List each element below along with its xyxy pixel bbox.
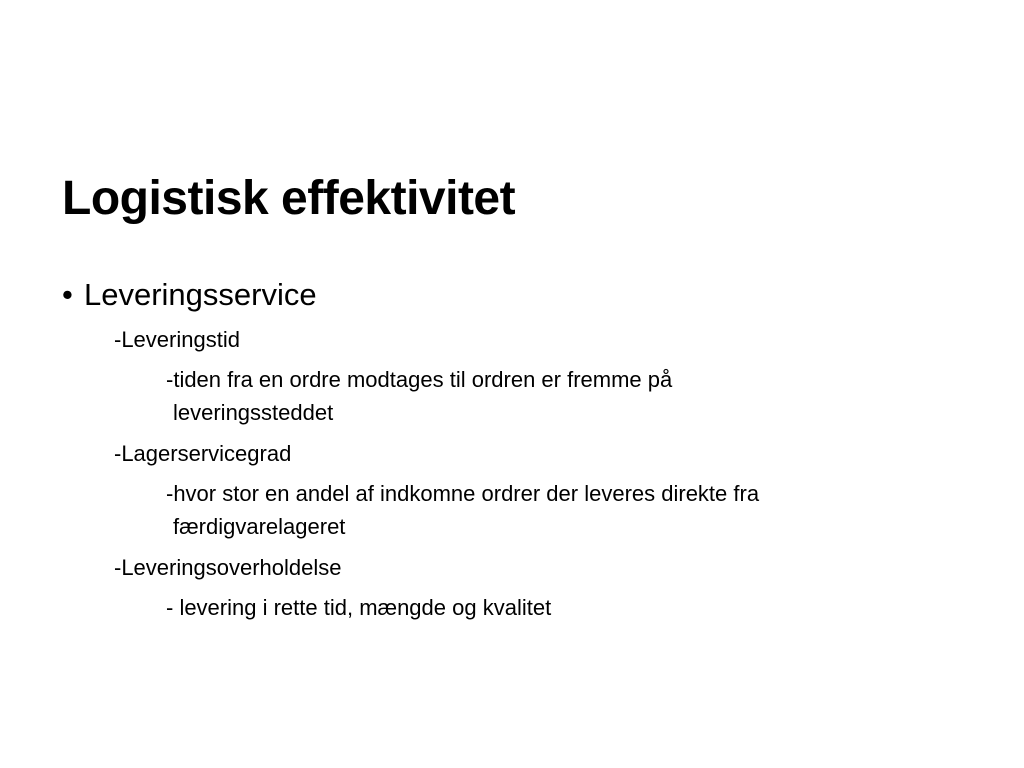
detail-lagerservicegrad [166,477,886,543]
bullet-label: Leveringsservice [84,277,317,312]
sub-item-lagerservicegrad: -Lagerservicegrad [114,441,292,466]
sub-item-leveringstid: -Leveringstid [114,327,240,352]
sub-item-leveringsoverholdelse: -Leveringsoverholdelse [114,555,342,580]
detail-line: - levering i rette tid, mængde og kvalitet [166,595,552,620]
bullet-dot-icon: • [62,277,73,312]
detail-line: -hvor stor en andel af indkomne ordrer der leveres direkte fra [166,481,760,506]
detail-line: -tiden fra en ordre modtages til ordren er fremme på [166,367,673,392]
detail-line-continued: færdigvarelageret [173,514,346,539]
detail-line-continued: leveringssteddet [173,400,334,425]
slide-body [62,275,962,624]
bullet-item-leveringsservice [62,275,962,315]
detail-leveringstid [166,363,886,429]
slide-title: Logistisk effektivitet [62,172,516,225]
detail-leveringsoverholdelse [166,591,886,624]
